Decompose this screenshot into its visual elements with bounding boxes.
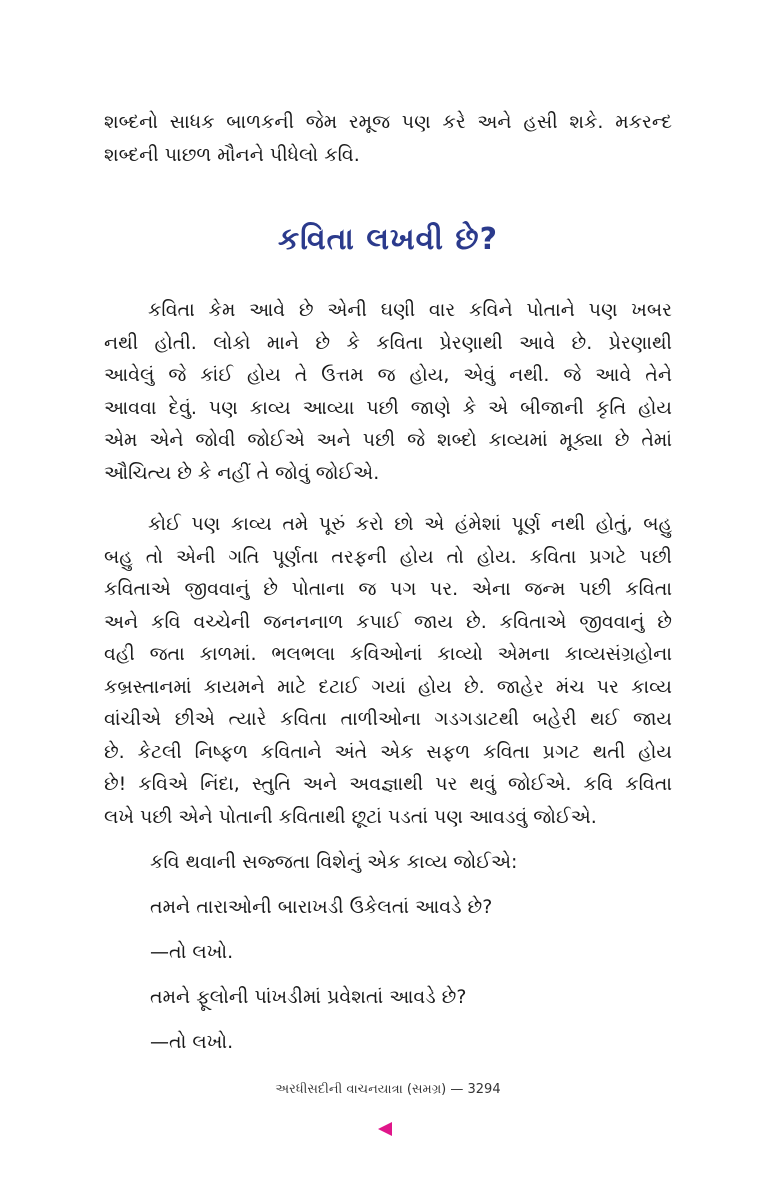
text-line: લખે પછી એને પોતાની કવિતાથી છૂટાં પડતાં પણ આવડવું જોઈએ.	[104, 805, 597, 828]
poem-line: કવિ થવાની સજ્જતા વિશેનું એક કાવ્ય જોઈએ:	[150, 851, 518, 873]
previous-page-arrow-icon[interactable]	[378, 1122, 392, 1136]
text-line: છે! કવિએ નિંદા, સ્તુતિ અને અવજ્ઞાથી પર થવું જોઈએ. કવિ કવિતા	[104, 773, 672, 795]
text-line: વાંચીએ છીએ ત્યારે કવિતા તાળીઓના ગડગડાટથી બહેરી થઈ જાય	[104, 708, 672, 730]
text-line: કોઈ પણ કાવ્ય તમે પૂરું કરો છો એ હંમેશાં પૂર્ણ નથી હોતું, બહુ	[148, 513, 672, 535]
text-line: આવેલું જે કાંઈ હોય તે ઉત્તમ જ હોય, એવું નથી. જે આવે તેને	[104, 364, 672, 386]
text-line: આવવા દેવું. પણ કાવ્ય આવ્યા પછી જાણે કે એ બીજાની કૃતિ હોય	[104, 396, 672, 419]
poem-block	[150, 840, 517, 1065]
intro-paragraph	[104, 106, 672, 171]
text-line: કવિતા કેમ આવે છે એની ઘણી વાર કવિને પોતાને પણ ખબર	[148, 299, 672, 321]
section-title: કવિતા લખવી છે?	[278, 222, 498, 257]
text-line: છે. કેટલી નિષ્ફળ કવિતાને અંતે એક સફળ કવિતા પ્રગટ થતી હોય	[104, 740, 672, 763]
poem-line: તમને ફૂલોની પાંખડીમાં પ્રવેશતાં આવડે છે?	[150, 986, 467, 1008]
text-line: એમ એને જોવી જોઈએ અને પછી જે શબ્દો કાવ્યમાં મૂક્યા છે તેમાં	[104, 429, 672, 451]
text-line: કબ્રસ્તાનમાં કાયમને માટે દટાઈ ગયાં હોય છે. જાહેર મંચ પર કાવ્ય	[104, 675, 672, 698]
text-line: શબ્દની પાછળ મૌનને પીધેલો કવિ.	[104, 143, 360, 166]
text-line: શબ્દનો સાધક બાળકની જેમ રમૂજ પણ કરે અને હસી શકે. મકરન્દ	[104, 111, 672, 133]
poem-line: —તો લખો.	[150, 1031, 234, 1053]
page-footer: અરધીસદીની વાચનયાત્રા (સમગ્ર) — 3294	[275, 1082, 501, 1097]
paragraph-2	[104, 508, 672, 833]
text-line: અને કવિ વચ્ચેની જનનનાળ કપાઈ જાય છે. કવિતાએ જીવવાનું છે	[104, 610, 672, 633]
poem-line: —તો લખો.	[150, 941, 234, 963]
text-line: બહુ તો એની ગતિ પૂર્ણતા તરફની હોય તો હોય. કવિતા પ્રગટે પછી	[104, 545, 672, 568]
text-line: વહી જતા કાળમાં. ભલભલા કવિઓનાં કાવ્યો એમના કાવ્યસંગ્રહોના	[104, 643, 672, 665]
text-line: કવિતાએ જીવવાનું છે પોતાના જ પગ પર. એના જન્મ પછી કવિતા	[104, 578, 672, 600]
text-line: નથી હોતી. લોકો માને છે કે કવિતા પ્રેરણાથી આવે છે. પ્રેરણાથી	[104, 331, 672, 354]
poem-line: તમને તારાઓની બારાખડી ઉકેલતાં આવડે છે?	[150, 896, 493, 918]
paragraph-1	[104, 294, 672, 489]
text-line: ઔચિત્ય છે કે નહીં તે જોવું જોઈએ.	[104, 461, 380, 484]
